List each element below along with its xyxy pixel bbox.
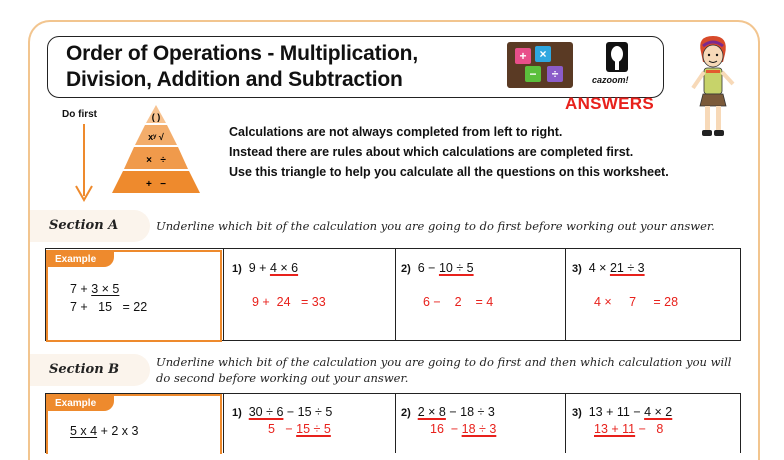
triangle-level-brackets: ( ) xyxy=(151,112,161,122)
question-underlined-part: 10 ÷ 5 xyxy=(438,261,474,275)
question-number: 1) xyxy=(232,407,242,419)
question-text: 6 − xyxy=(417,261,439,275)
operations-triangle xyxy=(104,103,208,195)
title-line-1: Order of Operations - Multiplication, xyxy=(66,42,418,65)
question-text: 13 + 11 − xyxy=(588,405,645,419)
example-underlined-part: 3 × 5 xyxy=(91,282,120,296)
section-b-title: Section B xyxy=(49,362,120,377)
cazoom-logo-text: cazoom! xyxy=(592,75,629,85)
section-a-title: Section A xyxy=(49,218,119,233)
question-text: − 15 ÷ 5 xyxy=(283,405,333,419)
triangle-level-add-subtract: + − xyxy=(145,179,167,190)
do-first-label: Do first xyxy=(62,109,97,120)
answer-second-step: 8 xyxy=(656,422,664,436)
answer-first-step: 13 + 11 xyxy=(594,422,636,436)
section-b-instruction-2: do second before working out your answer. xyxy=(156,371,409,385)
triangle-level-multiply-divide: × ÷ xyxy=(146,155,166,166)
cazoom-logo xyxy=(588,40,650,90)
answer-first-step: 5 xyxy=(268,422,275,436)
question-number: 3) xyxy=(572,407,582,419)
example-text: 7 + xyxy=(70,282,92,296)
question-underlined-part: 21 ÷ 3 xyxy=(609,261,645,275)
intro-line-1: Calculations are not always completed from left to right. xyxy=(229,125,563,139)
cazoom-glyph-icon xyxy=(588,40,650,74)
section-a-question-2 xyxy=(396,249,565,340)
section-a-question-3 xyxy=(566,249,741,340)
answer-working: 6 − 2 = 4 xyxy=(423,295,494,309)
example-label: Example xyxy=(48,252,114,267)
question-number: 2) xyxy=(401,407,411,419)
answer-second-step: 15 ÷ 5 xyxy=(296,422,331,436)
example-label: Example xyxy=(48,396,114,411)
question-text: − 18 ÷ 3 xyxy=(445,405,495,419)
question-text: 4 × xyxy=(588,261,610,275)
section-b-example xyxy=(46,394,222,454)
answer-working: 9 + 24 = 33 xyxy=(252,295,326,309)
cartoon-girl-icon xyxy=(683,32,743,142)
answer-second-step: 18 ÷ 3 xyxy=(461,422,497,436)
question-underlined-part: 4 × 6 xyxy=(269,261,299,275)
question-text: 9 + xyxy=(248,261,270,275)
question-underlined-part: 30 ÷ 6 xyxy=(248,405,284,419)
section-b-question-3: 3) 13 + 11 − 4 × 2 13 + 11 − 8 xyxy=(572,405,673,436)
question-number: 2) xyxy=(401,263,411,275)
section-b-instruction-1: Underline which bit of the calculation you are going to do first and then which calculation you will xyxy=(156,355,732,369)
divide-tile-icon: ÷ xyxy=(547,66,563,82)
answer-first-step: 16 xyxy=(430,422,444,436)
example-underlined-part: 5 x 4 xyxy=(70,424,98,438)
triangle-level-powers: xʸ √ xyxy=(148,132,164,142)
section-b-question-2: 2) 2 × 8 − 18 ÷ 3 16 − 18 ÷ 3 xyxy=(401,405,497,436)
times-tile-icon: × xyxy=(535,46,551,62)
question-underlined-part: 4 × 2 xyxy=(644,405,673,419)
operations-tiles-logo xyxy=(507,42,573,88)
section-b-question-1: 1) 30 ÷ 6 − 15 ÷ 5 5 − 15 ÷ 5 xyxy=(232,405,333,436)
example-text: + 2 x 3 xyxy=(97,424,139,438)
section-a-question-1 xyxy=(224,249,395,340)
example-working: 7 + 15 = 22 xyxy=(70,300,148,314)
intro-line-2: Instead there are rules about which calculations are completed first. xyxy=(229,145,634,159)
down-arrow-icon xyxy=(72,124,96,202)
plus-tile-icon: + xyxy=(515,48,531,64)
question-underlined-part: 2 × 8 xyxy=(417,405,446,419)
question-number: 3) xyxy=(572,263,582,275)
minus-tile-icon: − xyxy=(525,66,541,82)
intro-line-3: Use this triangle to help you calculate all the questions on this worksheet. xyxy=(229,165,669,179)
section-a-instruction: Underline which bit of the calculation you are going to do first before working out your answer. xyxy=(156,219,715,233)
answers-banner: ANSWERS xyxy=(565,94,654,113)
section-a-example xyxy=(46,250,222,342)
title-line-2: Division, Addition and Subtraction xyxy=(66,68,403,91)
answer-working: 4 × 7 = 28 xyxy=(594,295,679,309)
question-number: 1) xyxy=(232,263,242,275)
